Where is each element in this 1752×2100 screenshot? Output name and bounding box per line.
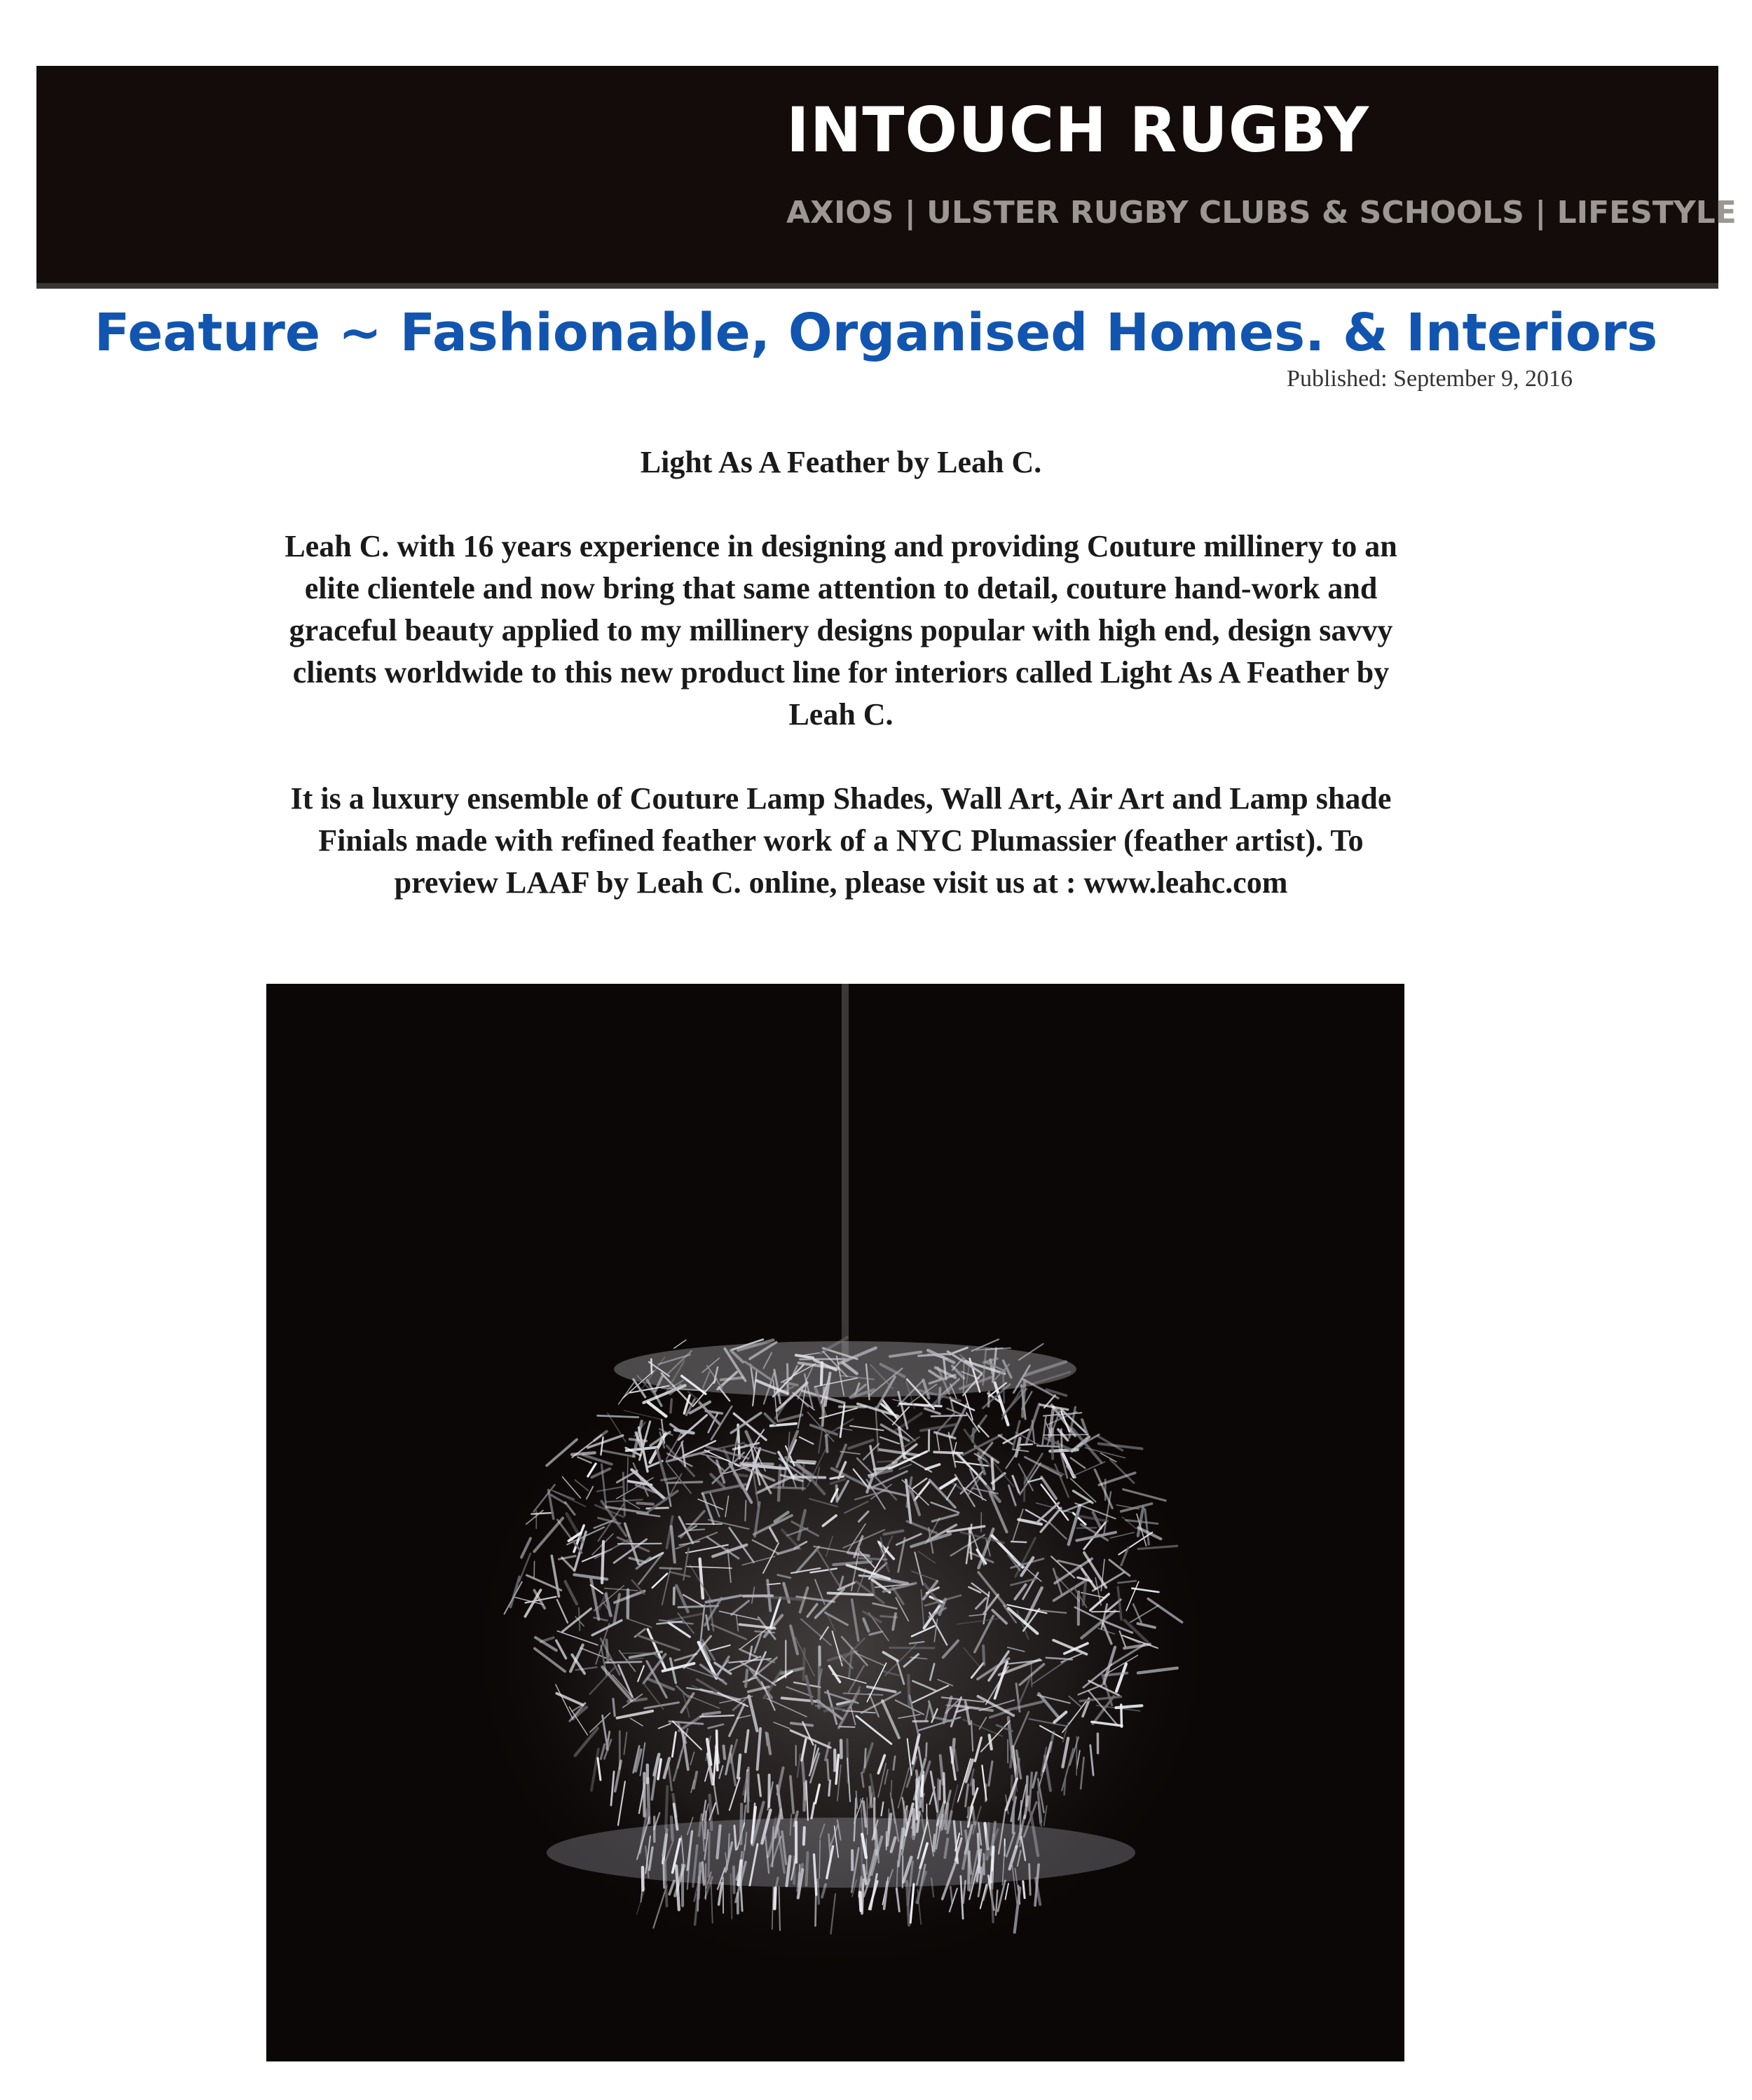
feather-stroke	[798, 1461, 815, 1462]
feather-stroke	[666, 1787, 667, 1829]
feather-stroke	[926, 1743, 927, 1757]
feather-stroke	[572, 1453, 595, 1455]
feather-stroke	[944, 1773, 945, 1803]
feather-stroke	[613, 1699, 615, 1716]
feather-stroke	[745, 1501, 746, 1521]
feather-lamp-photo	[266, 984, 1404, 2061]
feather-stroke	[774, 1888, 775, 1909]
lamp-top-rim	[614, 1341, 1076, 1397]
published-date: Published: September 9, 2016	[1287, 366, 1573, 392]
feather-stroke	[647, 1508, 669, 1509]
feather-stroke	[973, 1780, 974, 1794]
feather-lamp-illustration	[266, 984, 1404, 2061]
feather-stroke	[1044, 1434, 1088, 1435]
feather-stroke	[828, 1593, 872, 1595]
article-headline: Feature ~ Fashionable, Organised Homes. & Interiors	[94, 303, 1658, 363]
feather-stroke	[779, 1887, 781, 1930]
feather-stroke	[1116, 1706, 1142, 1708]
article-paragraph: Leah C. with 16 years experience in designing and providing Couture millinery to an elite clientele and now bring that same attention to detail, couture hand-work and graceful beauty applied to my millinery designs popular with high end, design savvy clients worldwide to this new product line for interiors called Light As A Feather by Leah C.	[285, 529, 1397, 732]
masthead-title: INTOUCH RUGBY	[786, 94, 1369, 166]
feather-stroke	[674, 1588, 675, 1604]
feather-stroke	[746, 1670, 747, 1687]
feather-stroke	[922, 1772, 923, 1796]
feather-stroke	[989, 1392, 990, 1407]
feather-stroke	[983, 1646, 984, 1665]
article-paragraph: It is a luxury ensemble of Couture Lamp Shades, Wall Art, Air Art and Lamp shade Finials made with refined feather work of a NYC Plumassier (feather artist). To preview LAAF by Leah C. online, please visit us at : www.leahc.com	[290, 781, 1392, 900]
feather-stroke	[908, 1675, 909, 1705]
article-subhead: Light As A Feather by Leah C.	[640, 445, 1042, 479]
feather-stroke	[860, 1893, 861, 1911]
feather-stroke	[1052, 1439, 1053, 1459]
feather-stroke	[992, 1459, 994, 1489]
feather-stroke	[934, 1452, 962, 1453]
feather-stroke	[666, 1482, 702, 1483]
feather-stroke	[724, 1746, 725, 1759]
feather-stroke	[828, 1759, 829, 1780]
masthead-banner	[36, 66, 1737, 289]
feather-stroke	[534, 1561, 535, 1578]
feather-stroke	[860, 1558, 887, 1560]
feather-stroke	[602, 1542, 603, 1583]
feather-stroke	[952, 1739, 954, 1762]
feather-stroke	[637, 1503, 653, 1504]
feather-stroke	[826, 1436, 827, 1452]
feather-stroke	[1018, 1444, 1032, 1445]
feather-stroke	[829, 1780, 830, 1795]
article-body	[210, 441, 1472, 946]
feather-stroke	[992, 1884, 993, 1922]
lamp-bottom-rim	[547, 1818, 1135, 1888]
feather-stroke	[605, 1662, 641, 1663]
feather-stroke	[648, 1778, 650, 1823]
feather-stroke	[620, 1653, 657, 1654]
feather-stroke	[1026, 1776, 1027, 1806]
feather-stroke	[870, 1787, 871, 1806]
masthead-subtitle: AXIOS | ULSTER RUGBY CLUBS & SCHOOLS | LIFESTYLE	[786, 195, 1737, 231]
